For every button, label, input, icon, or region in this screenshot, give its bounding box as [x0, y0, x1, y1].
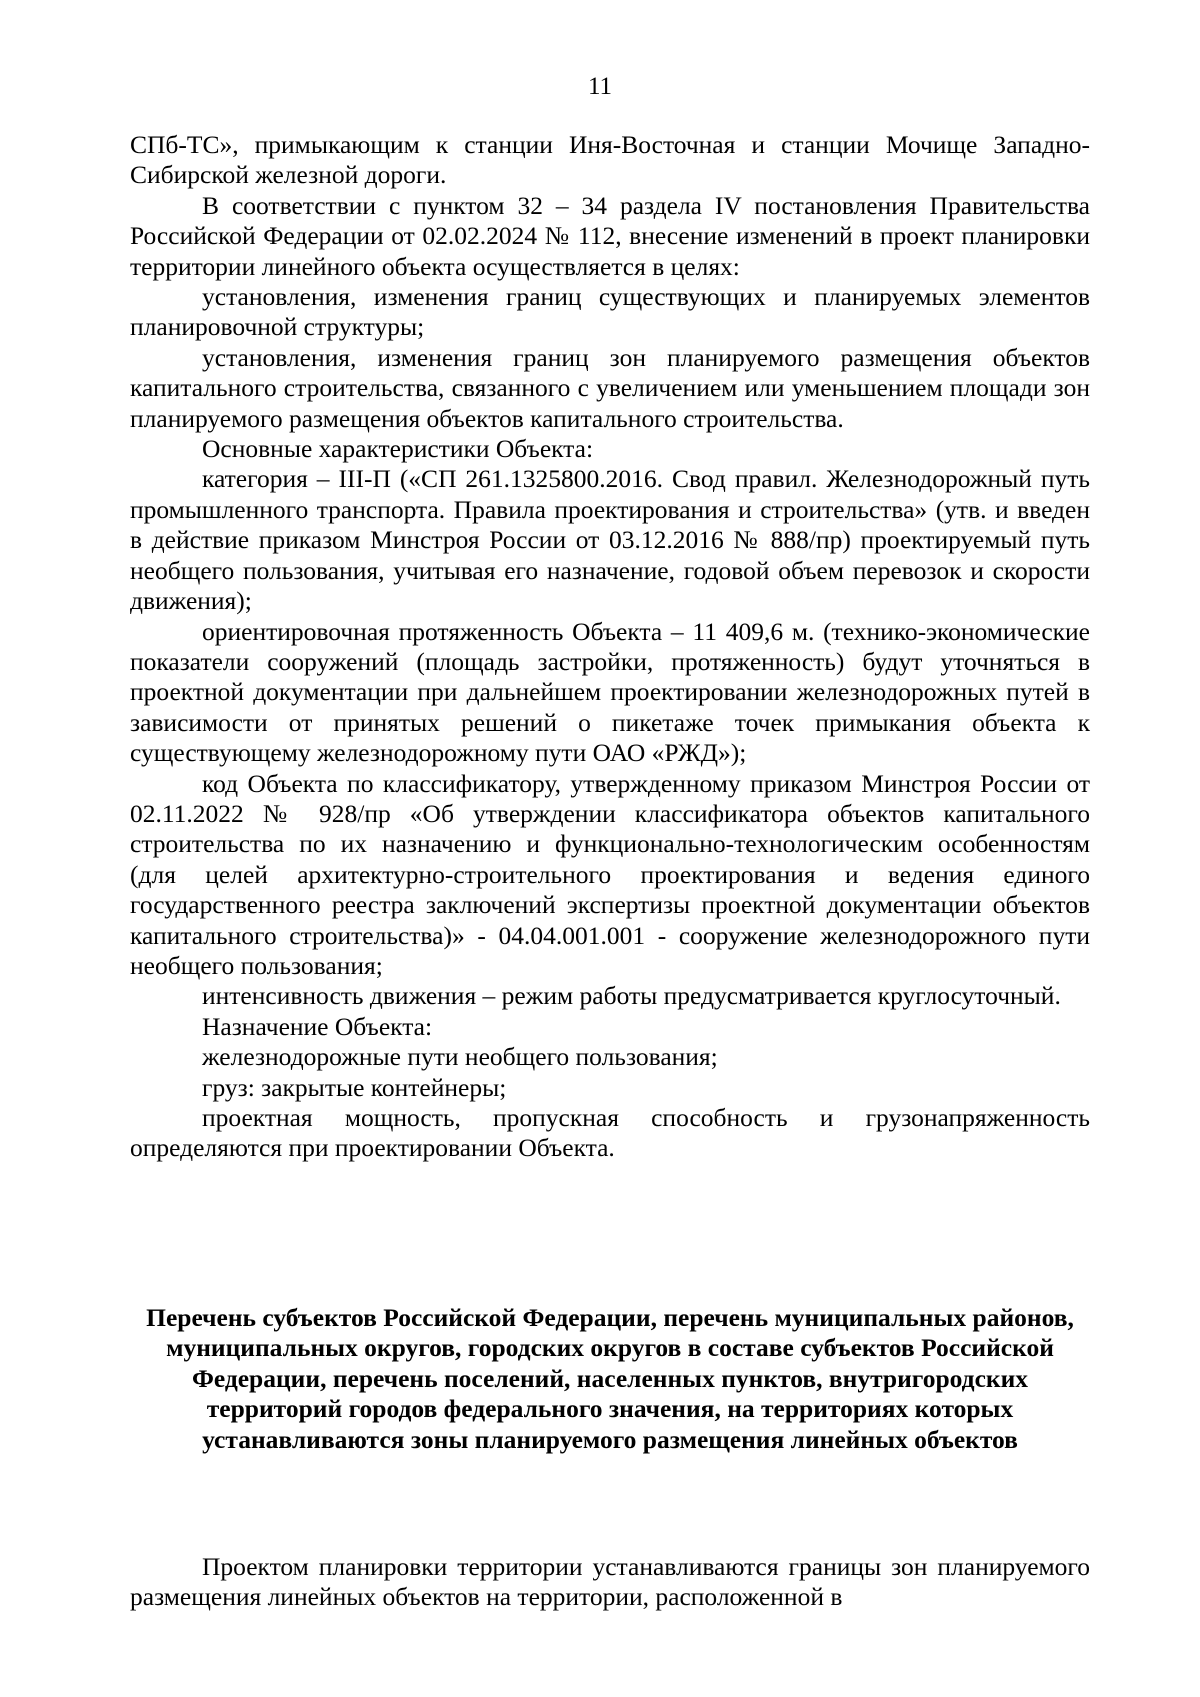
- paragraph: В соответствии с пунктом 32 – 34 раздела IV постановления Правительства Российской Федерации от 02.02.2024 № 112, внесение изменений в проект планировки территории линейного объекта осуществляется в целях:: [130, 190, 1090, 281]
- body-text: [130, 130, 1090, 1164]
- paragraph: проектная мощность, пропускная способность и грузонапряженность определяются при проектировании Объекта.: [130, 1103, 1090, 1163]
- paragraph: установления, изменения границ зон планируемого размещения объектов капитального строительства, связанного с увеличением или уменьшением площади зон планируемого размещения объектов капитального строительства.: [130, 342, 1090, 433]
- paragraph: код Объекта по классификатору, утвержденному приказом Минстроя России от 02.11.2022 № 928/пр «Об утверждении классификатора объектов капитального строительства по их назначению и функционально-технологическим особенностям (для целей архитектурно-строительного проектирования и ведения единого государственного реестра заключений экспертизы проектной документации объектов капитального строительства)» - 04.04.001.001 - сооружение железнодорожного пути необщего пользования;: [130, 768, 1090, 980]
- page-number: 11: [587, 73, 613, 100]
- paragraph: категория – III-П («СП 261.1325800.2016. Свод правил. Железнодорожный путь промышленного транспорта. Правила проектирования и строительства» (утв. и введен в действие приказом Минстроя России от 03.12.2016 № 888/пр) проектируемый путь необщего пользования, учитывая его назначение, годовой объем перевозок и скорости движения);: [130, 464, 1090, 616]
- paragraph: установления, изменения границ существующих и планируемых элементов планировочной структуры;: [130, 282, 1090, 342]
- paragraph: груз: закрытые контейнеры;: [202, 1072, 507, 1102]
- paragraph: СПб-ТС», примыкающим к станции Иня-Восточная и станции Мочище Западно-Сибирской железной дороги.: [130, 130, 1090, 190]
- paragraph: интенсивность движения – режим работы предусматривается круглосуточный.: [202, 981, 1061, 1011]
- paragraph: ориентировочная протяженность Объекта – 11 409,6 м. (технико-экономические показатели сооружений (площадь застройки, протяженность) будут уточняться в проектной документации при дальнейшем проектировании железнодорожных путей в зависимости от принятых решений о пикетаже точек примыкания объекта к существующему железнодорожному пути ОАО «РЖД»);: [130, 616, 1090, 768]
- paragraph: Проектом планировки территории устанавливаются границы зон планируемого размещения линейных объектов на территории, расположенной в: [130, 1552, 1090, 1612]
- paragraph: Основные характеристики Объекта:: [202, 434, 594, 464]
- closing-text: [130, 1552, 1090, 1613]
- paragraph: Назначение Объекта:: [202, 1011, 433, 1041]
- section-heading: Перечень субъектов Российской Федерации, перечень муниципальных районов, муниципальных округов, городских округов в составе субъектов Российской Федерации, перечень поселений, населенных пунктов, внутригородских территорий городов федерального значения, на территориях которых устанавливаются зоны планируемого размещения линейных объектов: [146, 1303, 1074, 1454]
- paragraph: железнодорожные пути необщего пользования;: [202, 1042, 718, 1072]
